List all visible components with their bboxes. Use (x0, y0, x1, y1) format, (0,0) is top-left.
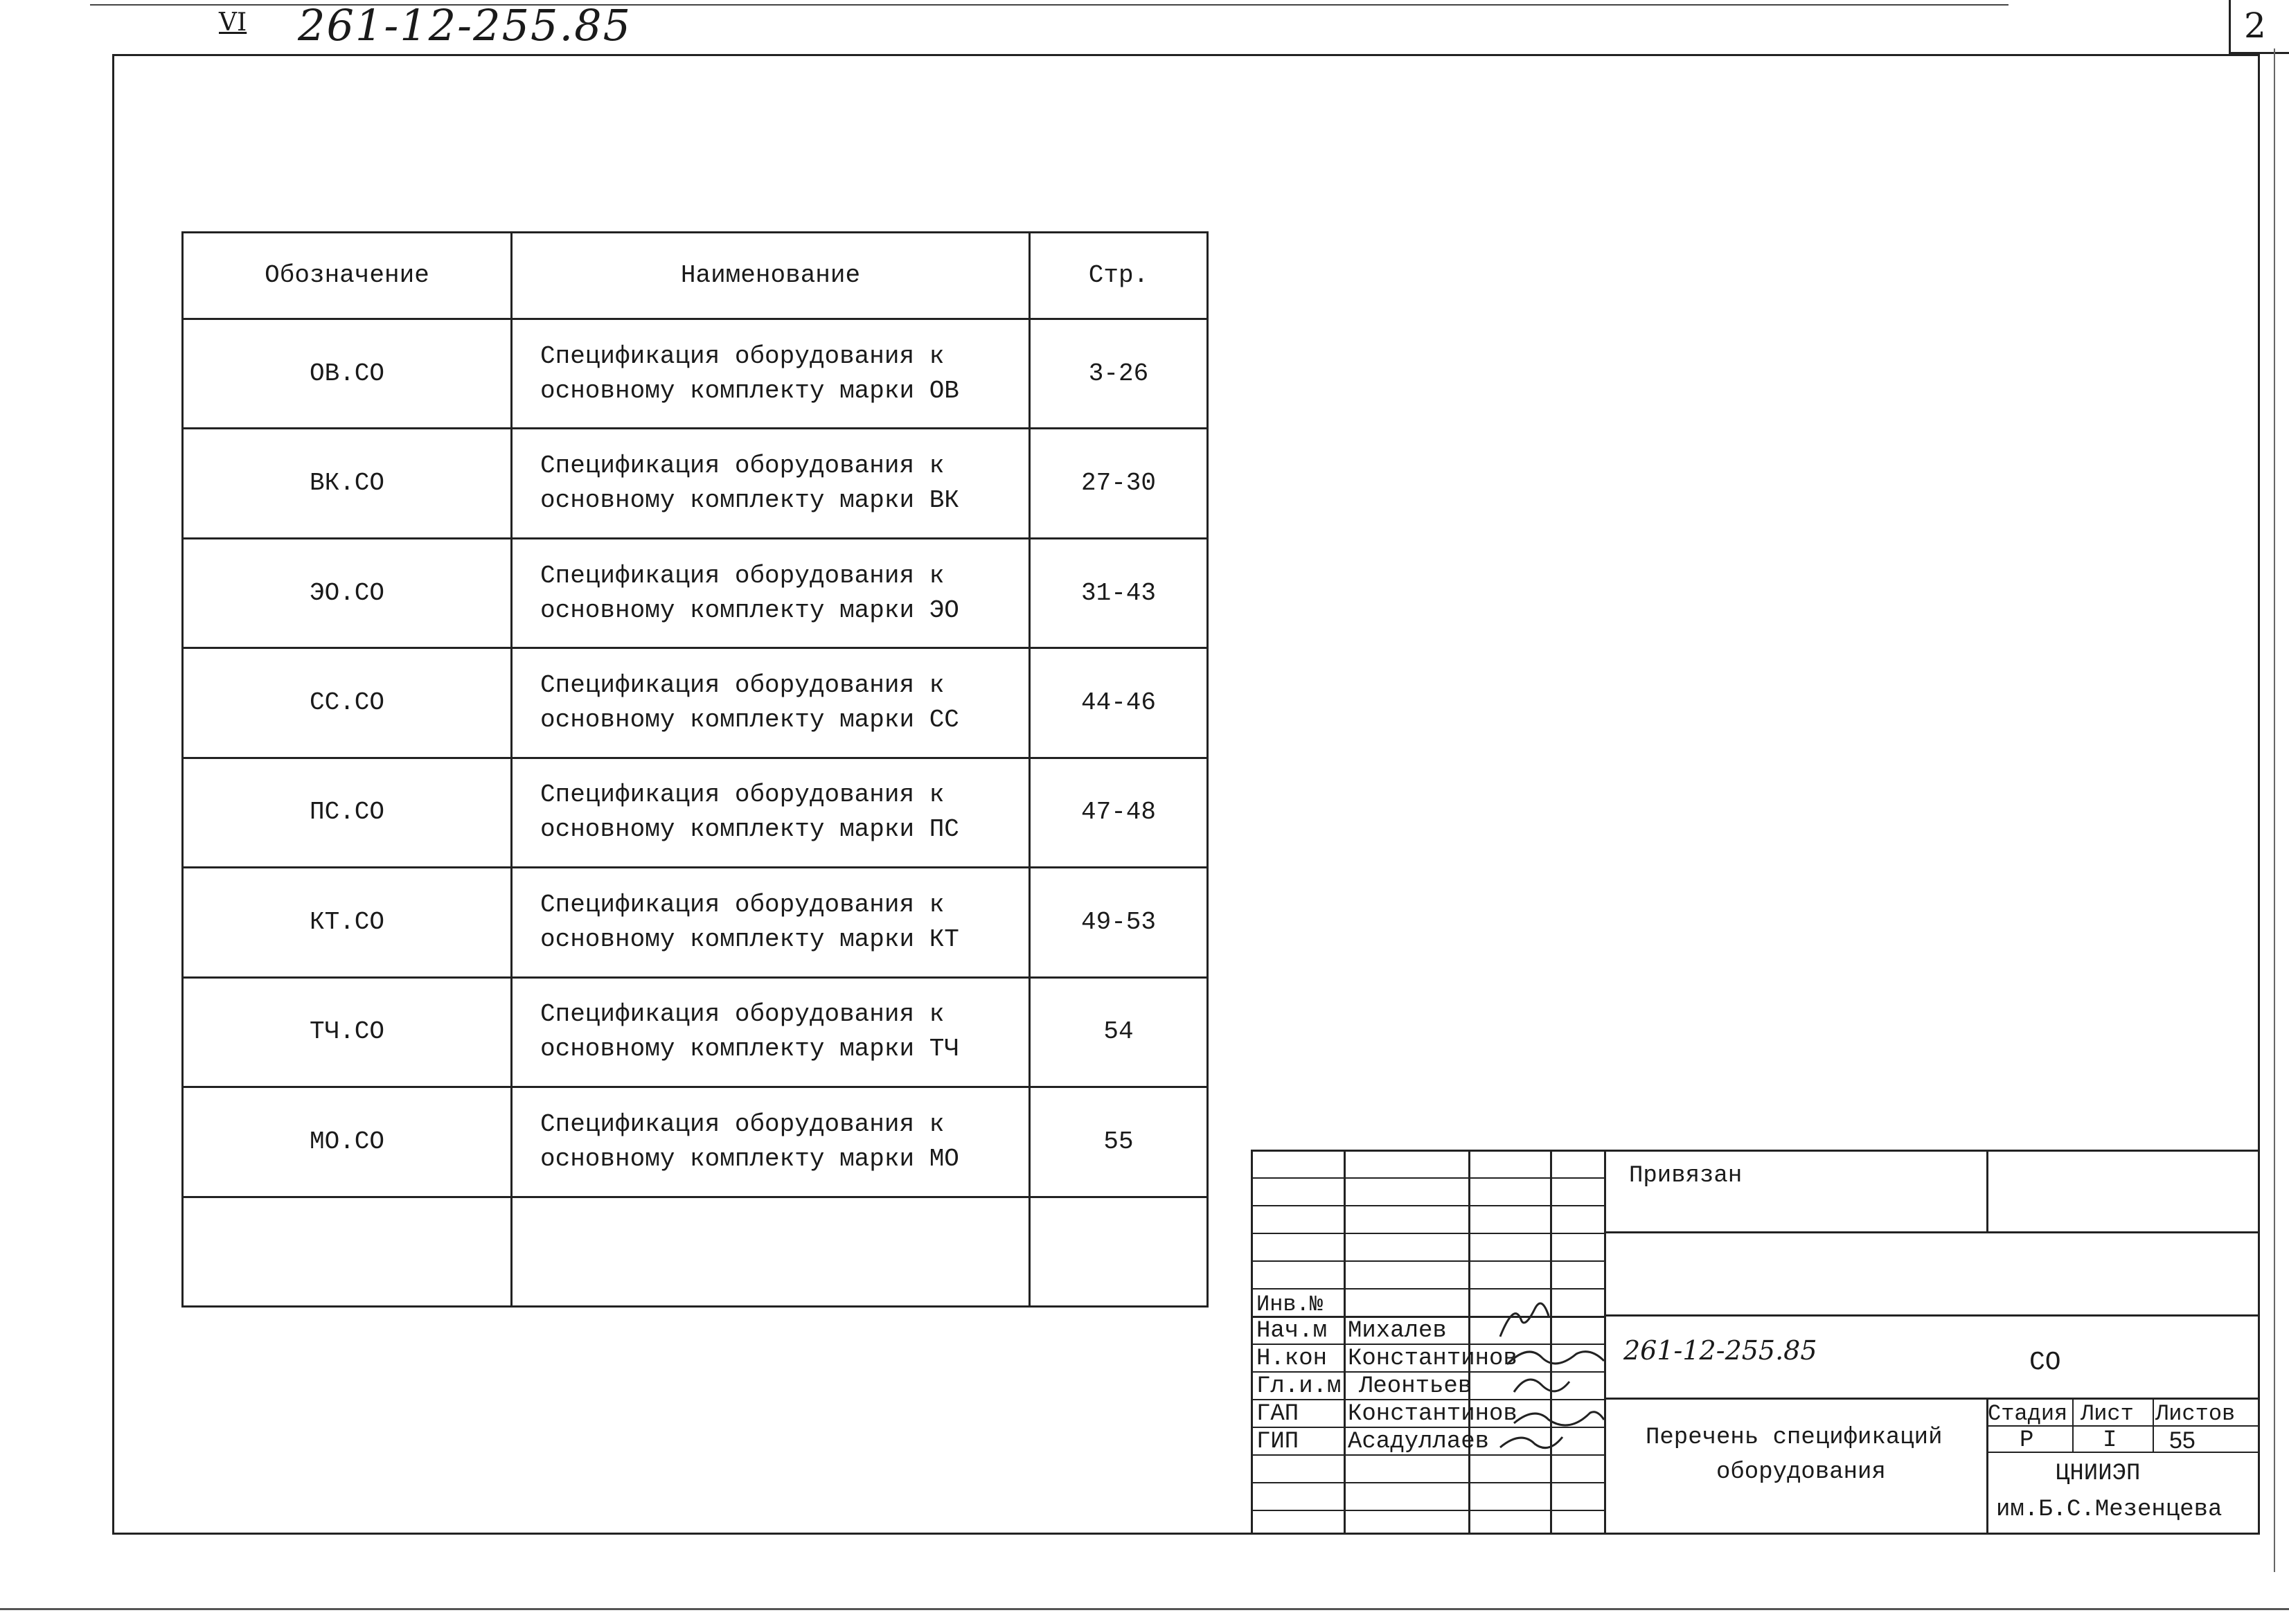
row-code: КТ.СО (183, 868, 512, 977)
row-pages: 54 (1030, 977, 1208, 1087)
row-pages: 27-30 (1030, 429, 1208, 538)
table-row-empty (183, 1197, 1208, 1307)
empty-cell (183, 1197, 512, 1307)
tb-title-line1: Перечень спецификаций (1646, 1425, 1943, 1451)
staff-name: Асадуллаев (1348, 1429, 1490, 1455)
tb-doc-number: 261-12-255.85 (1623, 1335, 1817, 1366)
col-header-page: Стр. (1030, 233, 1208, 319)
row-name (512, 868, 1030, 977)
row-name-line1: Спецификация оборудования к (540, 890, 945, 919)
tb-vline (2153, 1398, 2154, 1453)
table-row (183, 1087, 1208, 1197)
staff-role: Гл.и.м (1256, 1373, 1342, 1400)
table-row (183, 429, 1208, 538)
row-name-line1: Спецификация оборудования к (540, 1109, 945, 1139)
org-line1: ЦНИИЭП (2056, 1461, 2141, 1487)
row-name (512, 648, 1030, 758)
row-name-line2: основному комплекту марки МО (540, 1144, 959, 1173)
staff-name: Константинов (1348, 1401, 1517, 1427)
tb-hline (1251, 1510, 1605, 1511)
title-block (1251, 1150, 2260, 1535)
empty-cell (1030, 1197, 1208, 1307)
row-name (512, 758, 1030, 867)
staff-role: ГАП (1256, 1401, 1299, 1427)
row-code: ВК.СО (183, 429, 512, 538)
tb-hline (1251, 1482, 1605, 1483)
row-pages: 47-48 (1030, 758, 1208, 867)
handwritten-doc-number: 261-12-255.85 (298, 0, 632, 51)
row-name-line2: основному комплекту марки ТЧ (540, 1035, 959, 1064)
row-name-line2: основному комплекту марки ЭО (540, 596, 959, 625)
row-code: ТЧ.СО (183, 977, 512, 1087)
row-name-line2: основному комплекту марки ОВ (540, 376, 959, 405)
row-name-line1: Спецификация оборудования к (540, 341, 945, 371)
tb-hline (1251, 1177, 1605, 1179)
row-name (512, 429, 1030, 538)
tb-vline (1344, 1150, 1346, 1535)
row-name-line1: Спецификация оборудования к (540, 671, 945, 700)
table-row (183, 538, 1208, 648)
tb-hline (1251, 1260, 1605, 1262)
row-code: СС.СО (183, 648, 512, 758)
tb-doc-code: СО (2029, 1348, 2061, 1377)
bound-label: Привязан (1629, 1163, 1743, 1189)
row-pages: 49-53 (1030, 868, 1208, 977)
tb-hline (1604, 1231, 2260, 1233)
row-code: ЭО.СО (183, 538, 512, 648)
sheets-value: 55 (2169, 1427, 2196, 1454)
row-name-line2: основному комплекту марки ВК (540, 486, 959, 515)
staff-role: ГИП (1256, 1429, 1299, 1455)
table-row (183, 977, 1208, 1087)
sheet-label: Лист (2081, 1401, 2134, 1427)
table-header-row (183, 233, 1208, 319)
right-edge-line (2274, 48, 2275, 1572)
sheet-value: I (2103, 1427, 2117, 1454)
table-row (183, 868, 1208, 977)
tb-vline (1986, 1150, 1988, 1233)
tb-vline (2072, 1398, 2074, 1453)
row-name-line2: основному комплекту марки КТ (540, 925, 959, 954)
row-pages: 44-46 (1030, 648, 1208, 758)
staff-name: Леонтьев (1359, 1373, 1472, 1400)
staff-name: Константинов (1348, 1346, 1517, 1372)
row-pages: 3-26 (1030, 319, 1208, 429)
col-header-name: Наименование (512, 233, 1030, 319)
sheet-number: 2 (2244, 6, 2266, 46)
sheets-label: Листов (2155, 1401, 2236, 1427)
staff-role: Н.кон (1256, 1346, 1328, 1372)
spec-list-table (181, 231, 1209, 1308)
table-row (183, 319, 1208, 429)
tb-title-line2: оборудования (1716, 1459, 1886, 1485)
row-code: ПС.СО (183, 758, 512, 867)
row-name-line1: Спецификация оборудования к (540, 452, 945, 481)
staff-name: Михалев (1348, 1318, 1447, 1344)
bottom-edge-line (0, 1608, 2289, 1610)
table-row (183, 648, 1208, 758)
tb-vline (1468, 1150, 1470, 1535)
empty-cell (512, 1197, 1030, 1307)
row-name-line2: основному комплекту марки СС (540, 706, 959, 735)
tb-hline (1604, 1314, 2260, 1317)
row-name (512, 538, 1030, 648)
row-code: МО.СО (183, 1087, 512, 1197)
tb-top-line (1251, 1150, 2260, 1152)
row-name-line1: Спецификация оборудования к (540, 1000, 945, 1029)
row-name-line1: Спецификация оборудования к (540, 561, 945, 590)
tb-hline (1251, 1233, 1605, 1234)
row-name-line1: Спецификация оборудования к (540, 780, 945, 810)
table-row (183, 758, 1208, 867)
inv-label: Инв.№ (1256, 1292, 1324, 1317)
tb-hline (1604, 1398, 2260, 1400)
row-code: ОВ.СО (183, 319, 512, 429)
row-pages: 31-43 (1030, 538, 1208, 648)
row-pages: 55 (1030, 1087, 1208, 1197)
row-name (512, 319, 1030, 429)
row-name (512, 1087, 1030, 1197)
row-name-line2: основному комплекту марки ПС (540, 815, 959, 844)
row-name (512, 977, 1030, 1087)
tb-left-line (1251, 1150, 1253, 1535)
roman-numeral: VI (219, 8, 247, 37)
tb-hline (1251, 1205, 1605, 1206)
stage-value: Р (2020, 1427, 2034, 1454)
col-header-designation: Обозначение (183, 233, 512, 319)
signatures-graphic (1472, 1288, 1611, 1454)
org-line2: им.Б.С.Мезенцева (1996, 1497, 2223, 1523)
staff-role: Нач.м (1256, 1318, 1328, 1344)
stage-label: Стадия (1988, 1401, 2068, 1427)
